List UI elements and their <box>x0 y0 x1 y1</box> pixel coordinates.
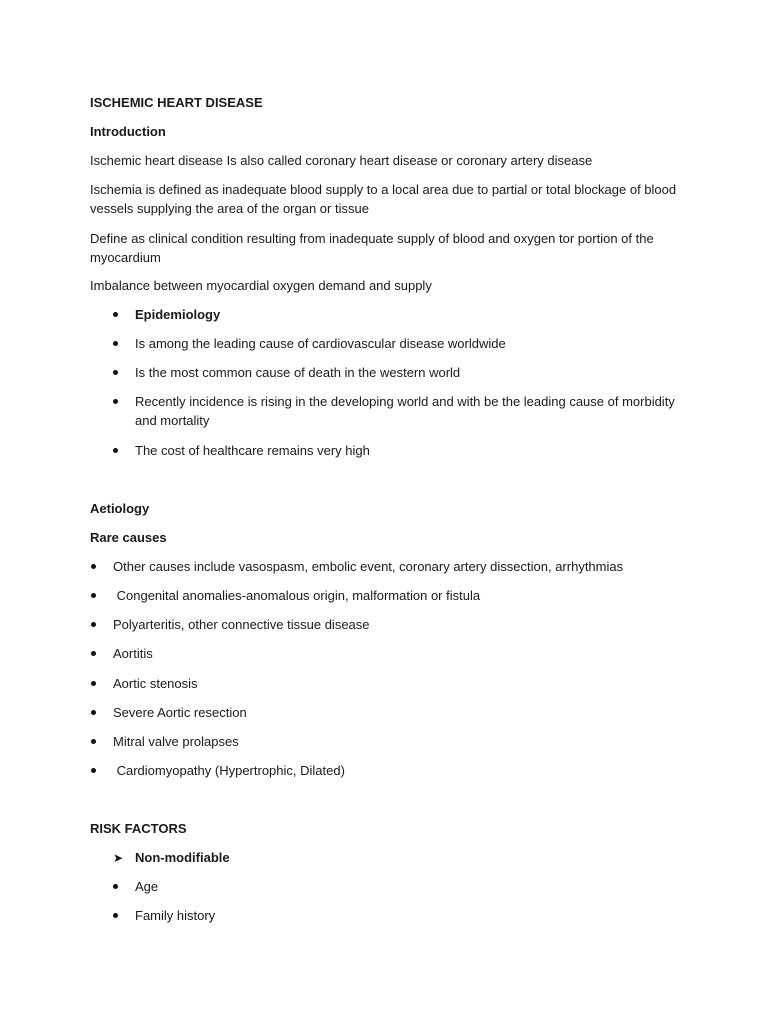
bullet-icon <box>113 906 125 925</box>
bullet-icon <box>91 732 103 751</box>
intro-paragraph-4: Imbalance between myocardial oxygen demand and supply <box>90 278 432 293</box>
aetiology-item-7: Mitral valve prolapses <box>113 734 239 749</box>
bullet-icon <box>113 877 125 896</box>
aetiology-item-4: Aortitis <box>113 646 153 661</box>
introduction-heading: Introduction <box>90 124 166 139</box>
bullet-icon <box>91 644 103 663</box>
bullet-icon <box>91 703 103 722</box>
risk-factor-item-1: Age <box>135 879 159 894</box>
bullet-icon <box>113 392 125 411</box>
bullet-icon <box>113 363 125 382</box>
bullet-icon <box>91 557 103 576</box>
bullet-icon <box>91 615 103 634</box>
aetiology-item-5: Aortic stenosis <box>113 676 198 691</box>
aetiology-item-1: Other causes include vasospasm, embolic event, coronary artery dissection, arrhythmias <box>113 559 624 574</box>
bullet-icon <box>113 334 125 353</box>
epidemiology-heading: Epidemiology <box>135 307 221 322</box>
arrow-bullet-icon <box>113 848 125 868</box>
bullet-icon <box>91 761 103 780</box>
non-modifiable-heading: Non-modifiable <box>135 850 230 865</box>
intro-paragraph-3: Define as clinical condition resulting from inadequate supply of blood and oxygen tor portion of the myocardium <box>90 231 654 265</box>
bullet-icon <box>91 674 103 693</box>
bullet-icon <box>91 586 103 605</box>
risk-factors-heading: RISK FACTORS <box>90 821 187 836</box>
rare-causes-heading: Rare causes <box>90 530 167 545</box>
aetiology-item-6: Severe Aortic resection <box>113 705 247 720</box>
intro-paragraph-2: Ischemia is defined as inadequate blood supply to a local area due to partial or total blockage of blood vessels supplying the area of the organ or tissue <box>90 182 677 216</box>
risk-factor-item-2: Family history <box>135 908 216 923</box>
intro-paragraph-1: Ischemic heart disease Is also called coronary heart disease or coronary artery disease <box>90 153 593 168</box>
bullet-icon <box>113 441 125 460</box>
document-title: ISCHEMIC HEART DISEASE <box>90 95 263 110</box>
aetiology-heading: Aetiology <box>90 501 150 516</box>
epidemiology-item-2: Is the most common cause of death in the western world <box>135 365 461 380</box>
aetiology-item-2: Congenital anomalies-anomalous origin, malformation or fistula <box>113 588 481 603</box>
epidemiology-item-3: Recently incidence is rising in the developing world and with be the leading cause of morbidity and mortality <box>135 394 675 428</box>
epidemiology-item-1: Is among the leading cause of cardiovascular disease worldwide <box>135 336 506 351</box>
epidemiology-item-4: The cost of healthcare remains very high <box>135 443 370 458</box>
bullet-icon <box>113 305 125 324</box>
aetiology-item-8: Cardiomyopathy (Hypertrophic, Dilated) <box>113 763 345 778</box>
aetiology-item-3: Polyarteritis, other connective tissue disease <box>113 617 370 632</box>
